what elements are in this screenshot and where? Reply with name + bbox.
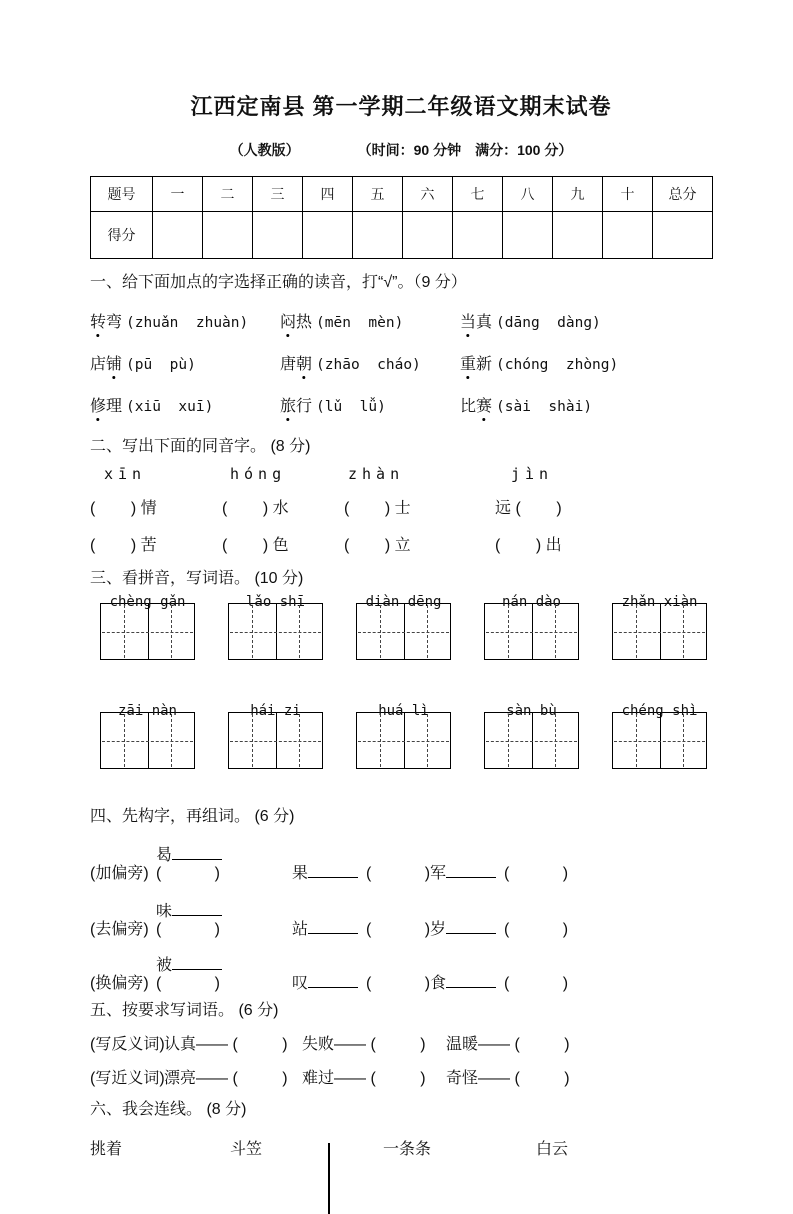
paren-blank: ( ) [366, 921, 431, 938]
section3-box-row [100, 703, 712, 769]
box-pinyin: hái zi [250, 703, 301, 719]
pinyin-options: (mēn mèn) [316, 315, 404, 331]
row-label: (写反义词) [90, 1036, 170, 1053]
box-pinyin: zāi nàn [117, 703, 177, 719]
homophone-blank: ( ) 水 [222, 500, 289, 517]
score-label-cell: 得分 [91, 212, 153, 259]
homophone-blank: 远 ( ) [495, 500, 562, 517]
writing-box [484, 703, 579, 769]
paren-blank: ( ) [156, 921, 220, 938]
matching-word: 一条条 [383, 1141, 432, 1158]
dash-paren-blank: —— ( ) [478, 1036, 570, 1053]
box-pinyin: sàn bù [506, 703, 557, 719]
pronunciation-item: 修理 (xiū xuī) [90, 393, 280, 416]
paren-blank: ( ) [504, 865, 569, 882]
word-building-item: 岁 ( ) [430, 921, 569, 938]
word-building-item: 被( ) [156, 952, 292, 993]
synonym-item: 漂亮—— ( ) [164, 1070, 288, 1087]
section1-row [90, 351, 712, 377]
row-label: (加偏旁) [90, 865, 154, 882]
pronunciation-item: 旅行 (lǔ lǚ) [280, 393, 460, 416]
dotted-char: 重 [460, 351, 476, 374]
pinyin-label: xīn [104, 465, 147, 483]
pronunciation-item: 店铺 (pū pù) [90, 351, 280, 374]
exam-title: 江西定南县 第一学期二年级语文期末试卷 [190, 94, 612, 119]
pinyin-label: hóng [230, 465, 287, 483]
paren-blank: ( ) [366, 865, 431, 882]
box-pinyin: diàn dēng [365, 594, 442, 610]
section3-box-row [100, 594, 712, 660]
word-building-item: 站 ( ) [292, 921, 431, 938]
pinyin-options: (pū pù) [126, 357, 196, 373]
row-label: (去偏旁) [90, 921, 154, 938]
row-label: (换偏旁) [90, 975, 154, 992]
homophone-blank: ( ) 士 [344, 500, 411, 517]
dotted-char: 转 [90, 309, 106, 332]
score-empty-cell [253, 212, 303, 259]
answer-blank [446, 921, 496, 934]
pinyin-options: (sài shài) [496, 399, 593, 415]
dotted-char: 赛 [476, 393, 492, 416]
score-empty-cell [653, 212, 713, 259]
section2-row [90, 532, 712, 555]
word-building-item: 果 ( ) [292, 865, 431, 882]
section1-row [90, 393, 712, 419]
score-table-cell: 十 [603, 177, 653, 212]
score-table-cell: 四 [303, 177, 353, 212]
answer-blank [308, 865, 358, 878]
homophone-blank: ( ) 出 [495, 537, 562, 554]
homophone-blank: ( ) 苦 [90, 537, 157, 554]
section2-row [90, 495, 712, 518]
section2-pinyin-row [90, 465, 712, 483]
score-table-cell: 七 [453, 177, 503, 212]
score-empty-cell [453, 212, 503, 259]
pinyin-label: zhàn [348, 465, 405, 483]
pinyin-options: (zhuǎn zhuàn) [126, 315, 249, 331]
dotted-char: 朝 [296, 351, 312, 374]
answer-blank [172, 957, 222, 970]
dotted-char: 闷 [280, 309, 296, 332]
pronunciation-item: 当真 (dāng dàng) [460, 309, 712, 332]
answer-blank [308, 921, 358, 934]
writing-box [612, 703, 707, 769]
score-empty-cell [203, 212, 253, 259]
exam-time-score: （时间：90 分钟 满分：100 分） [357, 142, 573, 158]
score-table-score-row [91, 212, 713, 259]
score-empty-cell [403, 212, 453, 259]
answer-blank [172, 903, 222, 916]
column-divider-line [328, 1143, 330, 1214]
dotted-char: 旅 [280, 393, 296, 416]
score-table-cell: 总分 [653, 177, 713, 212]
score-table-cell: 三 [253, 177, 303, 212]
dash-paren-blank: —— ( ) [196, 1036, 288, 1053]
matching-word: 挑着 [90, 1141, 123, 1158]
exam-subtitle [90, 140, 712, 160]
homophone-blank: ( ) 色 [222, 537, 289, 554]
score-empty-cell [603, 212, 653, 259]
answer-blank [446, 865, 496, 878]
synonym-item: 难过—— ( ) [302, 1070, 426, 1087]
pinyin-options: (zhāo cháo) [316, 357, 421, 373]
row-label: (写近义词) [90, 1070, 170, 1087]
pronunciation-item: 重新 (chóng zhòng) [460, 351, 712, 374]
answer-blank [308, 975, 358, 988]
section5-row [90, 1065, 712, 1088]
antonym-item: 温暖—— ( ) [446, 1036, 570, 1053]
pinyin-options: (chóng zhòng) [496, 357, 619, 373]
box-pinyin: nán dào [501, 594, 561, 610]
answer-blank [446, 975, 496, 988]
box-pinyin: lǎo shī [245, 594, 305, 610]
pinyin-options: (lǔ lǚ) [316, 399, 386, 415]
section3-heading: 三、看拼音，写词语。 (10 分) [90, 570, 304, 587]
paper-content [90, 92, 712, 1162]
writing-box [484, 594, 579, 660]
score-empty-cell [503, 212, 553, 259]
dotted-char: 修 [90, 393, 106, 416]
paren-blank: ( ) [156, 865, 220, 882]
score-table-cell: 二 [203, 177, 253, 212]
section4-row [90, 952, 712, 993]
section5-row [90, 1031, 712, 1054]
score-table [90, 176, 713, 259]
section6-heading: 六、我会连线。 (8 分) [90, 1101, 247, 1118]
dotted-char: 铺 [106, 351, 122, 374]
box-pinyin: huá lì [378, 703, 429, 719]
dash-paren-blank: —— ( ) [196, 1070, 288, 1087]
section4-row [90, 898, 712, 939]
paren-blank: ( ) [504, 921, 569, 938]
score-empty-cell [153, 212, 203, 259]
matching-word: 白云 [536, 1141, 569, 1158]
homophone-blank: ( ) 情 [90, 500, 157, 517]
score-table-cell: 九 [553, 177, 603, 212]
paren-blank: ( ) [156, 975, 220, 992]
pinyin-label: jìn [511, 465, 554, 483]
writing-box [612, 594, 707, 660]
pronunciation-item: 比赛 (sài shài) [460, 393, 712, 416]
dash-paren-blank: —— ( ) [334, 1036, 426, 1053]
writing-box [100, 594, 195, 660]
section4-heading: 四、先构字，再组词。 (6 分) [90, 808, 295, 825]
box-pinyin: zhǎn xiàn [621, 594, 698, 610]
section6-matching-row [90, 1136, 712, 1162]
score-empty-cell [303, 212, 353, 259]
score-table-header-row [91, 177, 713, 212]
score-table-cell: 八 [503, 177, 553, 212]
box-pinyin: chéng shì [621, 703, 698, 719]
box-pinyin: chèng gǎn [109, 594, 186, 610]
matching-word: 斗笠 [230, 1141, 263, 1158]
word-building-item: 叹 ( ) [292, 975, 431, 992]
score-table-cell: 题号 [91, 177, 153, 212]
writing-box [100, 703, 195, 769]
writing-box [228, 703, 323, 769]
dash-paren-blank: —— ( ) [478, 1070, 570, 1087]
score-empty-cell [553, 212, 603, 259]
score-empty-cell [353, 212, 403, 259]
pinyin-options: (xiū xuī) [126, 399, 214, 415]
pronunciation-item: 唐朝 (zhāo cháo) [280, 351, 460, 374]
writing-box [228, 594, 323, 660]
pronunciation-item: 闷热 (mēn mèn) [280, 309, 460, 332]
exam-edition: （人教版） [229, 142, 300, 158]
word-building-item: 曷( ) [156, 842, 292, 883]
pinyin-options: (dāng dàng) [496, 315, 601, 331]
homophone-blank: ( ) 立 [344, 537, 411, 554]
paren-blank: ( ) [504, 975, 569, 992]
pronunciation-item: 转弯 (zhuǎn zhuàn) [90, 309, 280, 332]
word-building-item: 食 ( ) [430, 975, 569, 992]
answer-blank [172, 847, 222, 860]
synonym-item: 奇怪—— ( ) [446, 1070, 570, 1087]
dotted-char: 当 [460, 309, 476, 332]
score-table-cell: 一 [153, 177, 203, 212]
writing-box [356, 703, 451, 769]
section2-heading: 二、写出下面的同音字。 (8 分) [90, 438, 311, 455]
word-building-item: 味( ) [156, 898, 292, 939]
section1-heading: 一、给下面加点的字选择正确的读音，打“√”。（9 分） [90, 274, 467, 291]
writing-box [356, 594, 451, 660]
exam-paper-page [0, 92, 793, 1214]
antonym-item: 认真—— ( ) [164, 1036, 288, 1053]
antonym-item: 失败—— ( ) [302, 1036, 426, 1053]
section4-row [90, 842, 712, 883]
section5-heading: 五、按要求写词语。 (6 分) [90, 1002, 279, 1019]
score-table-cell: 五 [353, 177, 403, 212]
score-table-cell: 六 [403, 177, 453, 212]
paren-blank: ( ) [366, 975, 431, 992]
section1-row [90, 309, 712, 335]
dash-paren-blank: —— ( ) [334, 1070, 426, 1087]
word-building-item: 军 ( ) [430, 865, 569, 882]
